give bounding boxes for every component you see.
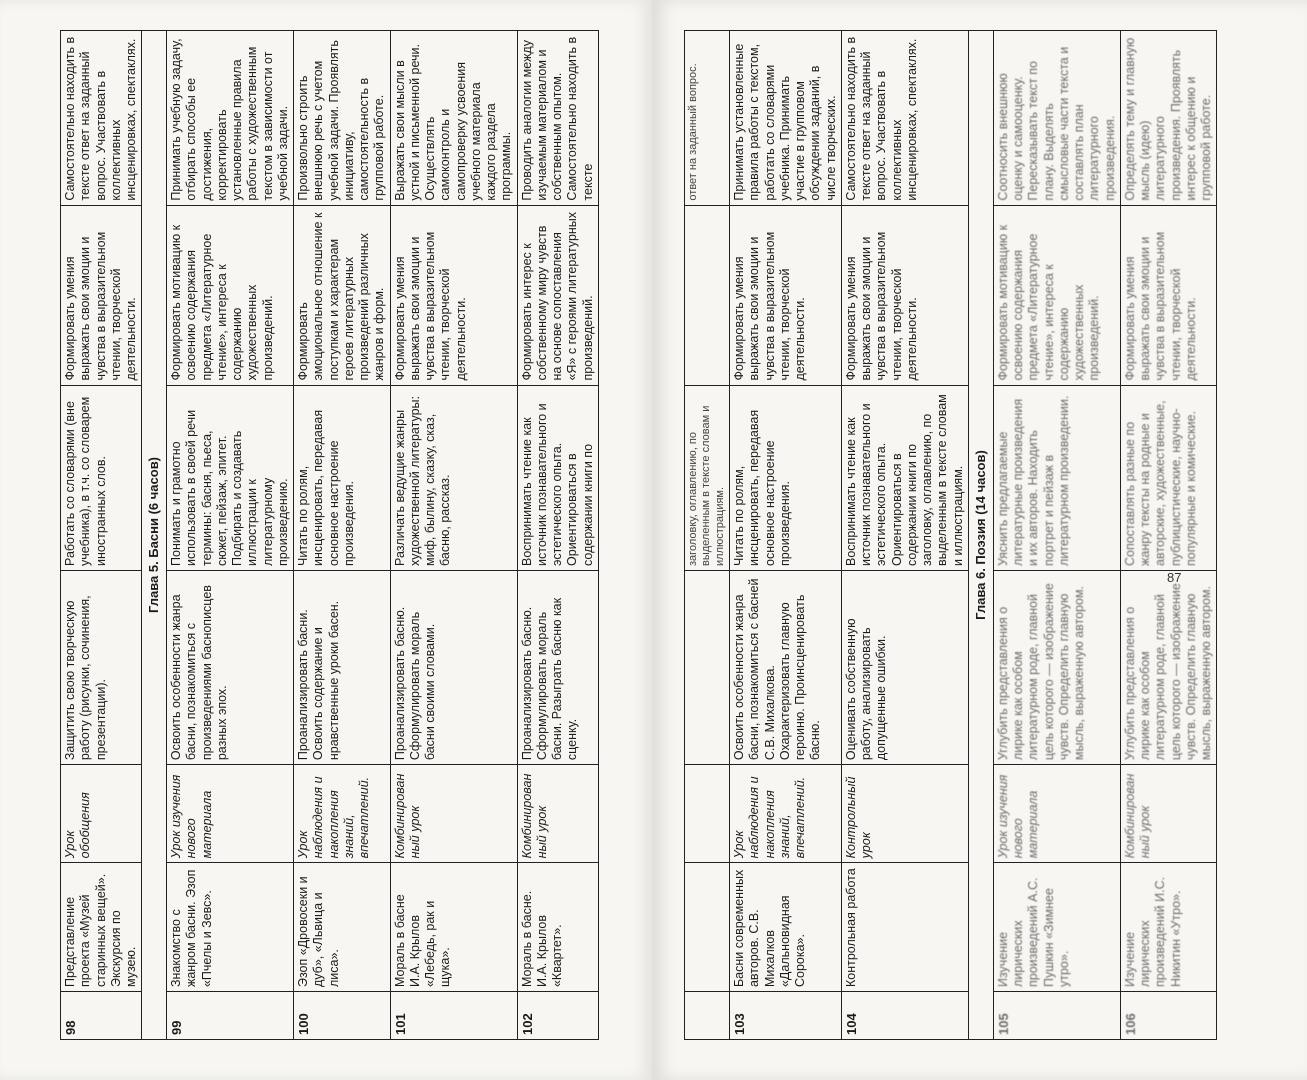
lesson-topic: Басни современных авторов. С.В. Михалков «Дальновидная Сорока».	[730, 863, 842, 992]
subject-results: Читать по ролям, инсценировать, передавая основное настроение произведения.	[730, 385, 842, 570]
table-row	[294, 31, 391, 1040]
continued-metasubject: ответ на заданный вопрос.	[685, 31, 730, 206]
left-page	[0, 0, 652, 1080]
lesson-goals: Углубить представления о лирике как особом литературном роде, главной цель которого — изображение чувств. Определить главную мысль, выраженную автором.	[1120, 570, 1217, 764]
lesson-type: Комбинированный урок	[517, 765, 598, 863]
lesson-goals: Проанализировать басни. Освоить содержание и нравственные уроки басен.	[294, 570, 391, 764]
metasubject-results: Принимать учебную задачу, отбирать способы ее достижения, корректировать установленные правила работы с художественным текстом в зависимости от учебной задачи.	[167, 31, 294, 206]
table-row	[841, 31, 968, 1040]
lesson-type: Комбинированный урок	[1120, 765, 1217, 863]
personal-results: Формировать мотивацию к освоению содержания предмета «Литературное чтение», интереса к содержанию художественных произведений.	[993, 205, 1120, 385]
lesson-type: Урок изучения нового материала	[993, 765, 1120, 863]
lesson-topic: Изучение лирических произведений А.С. Пушкин «Зимнее утро».	[993, 863, 1120, 992]
table-row	[390, 31, 517, 1040]
metasubject-results: Самостоятельно находить в тексте ответ на заданный вопрос. Участвовать в коллективных инсценировках, спектаклях.	[61, 31, 142, 206]
lesson-type: Урок обобщения	[61, 765, 142, 863]
lesson-topic: Знакомство с жанром басни. Эзоп «Пчелы и Зевс».	[167, 863, 294, 992]
table-row	[1120, 31, 1217, 1040]
metasubject-results: Выражать свои мысли в устной и письменной речи. Осуществлять самоконтроль и самопроверку усвоения учебного материала каждого раздела программы.	[390, 31, 517, 206]
subject-results: Сопоставлять разные по жанру тексты на родные и авторские, художественные, публицистические, научно-популярные и комические.	[1120, 385, 1217, 570]
lesson-topic: Изучение лирических произведений И.С. Никитин «Утро».	[1120, 863, 1217, 992]
lesson-type: Урок наблюдения и накопления знаний, впечатлений.	[730, 765, 842, 863]
lesson-goals: Защитить свою творческую работу (рисунки, сочинения, презентации).	[61, 570, 142, 764]
chapter-heading-row	[142, 31, 167, 1040]
metasubject-results: Соотносить внешнюю оценку и самооценку. Пересказывать текст по плану. Выделять смысловые части текста и составлять план литературного произведения.	[993, 31, 1120, 206]
table-row	[167, 31, 294, 1040]
subject-results: Воспринимать чтение как источник познавательного и эстетического опыта. Ориентироваться в содержании книги по заголовку, оглавлению, по выделенным в тексте словам и иллюстрациям.	[841, 385, 968, 570]
lesson-number: 104	[841, 992, 968, 1040]
lesson-topic: Мораль в басне И.А. Крылов «Лебедь, рак и щука».	[390, 863, 517, 992]
lesson-number: 101	[390, 992, 517, 1040]
metasubject-results: Произвольно строить внешнюю речь с учетом учебной задачи. Проявлять инициативу, самостоятельность в групповой работе.	[294, 31, 391, 206]
table-row	[61, 31, 142, 1040]
lesson-goals: Оценивать собственную работу, анализировать допущенные ошибки.	[841, 570, 968, 764]
table-row	[730, 31, 842, 1040]
personal-results: Формировать мотивацию к освоению содержания предмета «Литературное чтение», интереса к содержанию художественных произведений.	[167, 205, 294, 385]
metasubject-results: Определять тему и главную мысль (идею) литературного произведения. Проявлять интерес к общению и групповой работе.	[1120, 31, 1217, 206]
lesson-plan-table-left	[60, 30, 599, 1040]
continued-row	[685, 31, 730, 1040]
lesson-topic: Мораль в басне. И.А. Крылов «Квартет».	[517, 863, 598, 992]
chapter-heading-row	[968, 31, 993, 1040]
right-page-content	[652, 0, 1307, 1080]
lesson-goals: Освоить особенности жанра басни, познакомиться с басней С.В. Михалкова. Охарактеризовать главную героиню. Проинсценировать басню.	[730, 570, 842, 764]
lesson-number: 103	[730, 992, 842, 1040]
lesson-type: Контрольный урок	[841, 765, 968, 863]
lesson-type: Комбинированный урок	[390, 765, 517, 863]
lesson-goals: Проанализировать басню. Сформулировать мораль басни своими словами.	[390, 570, 517, 764]
lesson-number: 102	[517, 992, 598, 1040]
lesson-number: 100	[294, 992, 391, 1040]
lesson-goals: Освоить особенности жанра басни, познакомиться с произведениями баснописцев разных эпох.	[167, 570, 294, 764]
subject-results: Воспринимать чтение как источник познавательного и эстетического опыта. Ориентироваться в содержании книги по	[517, 385, 598, 570]
subject-results: Работать со словарями (вне учебника), в т.ч. со словарем иностранных слов.	[61, 385, 142, 570]
continued-subject: заголовку, оглавлению, по выделенным в тексте словам и иллюстрациям.	[685, 385, 730, 570]
table-row	[517, 31, 598, 1040]
lesson-number: 105	[993, 992, 1120, 1040]
lesson-number: 98	[61, 992, 142, 1040]
lesson-goals: Углубить представления о лирике как особом литературном роде, главной цель которого — изображение чувств. Определить главную мысль, выраженную автором.	[993, 570, 1120, 764]
page-number: 87	[1167, 570, 1182, 585]
lesson-topic: Контрольная работа	[841, 863, 968, 992]
right-page	[652, 0, 1307, 1080]
subject-results: Читать по ролям, инсценировать, передавая основное настроение произведения.	[294, 385, 391, 570]
personal-results: Формировать эмоциональное отношение к поступкам и характерам героев литературных произведений различных жанров и форм.	[294, 205, 391, 385]
metasubject-results: Самостоятельно находить в тексте ответ на заданный вопрос. Участвовать в коллективных инсценировках, спектаклях.	[841, 31, 968, 206]
personal-results: Формировать умения выражать свои эмоции и чувства в выразительном чтении, творческой деятельности.	[841, 205, 968, 385]
personal-results: Формировать умения выражать свои эмоции и чувства в выразительном чтении, творческой деятельности.	[730, 205, 842, 385]
left-page-content	[0, 0, 652, 1080]
lesson-type: Урок изучения нового материала	[167, 765, 294, 863]
lesson-plan-table-right	[684, 30, 1217, 1040]
personal-results: Формировать умения выражать свои эмоции и чувства в выразительном чтении, творческой деятельности.	[390, 205, 517, 385]
chapter-title: Глава 5. Басни (6 часов)	[142, 31, 167, 1040]
lesson-goals: Проанализировать басню. Сформулировать мораль басни. Разыграть басню как сценку.	[517, 570, 598, 764]
lesson-number: 99	[167, 992, 294, 1040]
metasubject-results: Принимать установленные правила работы с текстом, работать со словарями учебника. Принимать участие в групповом обсуждении заданий, в числе творческих.	[730, 31, 842, 206]
personal-results: Формировать умения выражать свои эмоции и чувства в выразительном чтении, творческой деятельности.	[1120, 205, 1217, 385]
personal-results: Формировать интерес к собственному миру чувств на основе сопоставления «Я» с героями литературных произведений.	[517, 205, 598, 385]
metasubject-results: Проводить аналогии между изучаемым материалом и собственным опытом. Самостоятельно находить в тексте	[517, 31, 598, 206]
lesson-topic: Эзоп «Дровосеки и дуб», «Львица и лиса».	[294, 863, 391, 992]
lesson-type: Урок наблюдения и накопления знаний, впечатлений.	[294, 765, 391, 863]
subject-results: Понимать и грамотно использовать в своей речи термины: басня, пьеса, сюжет, пейзаж, эпитет. Подбирать и создавать иллюстрации к литературному произведению.	[167, 385, 294, 570]
table-row	[993, 31, 1120, 1040]
lesson-number: 106	[1120, 992, 1217, 1040]
subject-results: Уяснить предлагаемые литературные произведения и их авторов. Находить портрет и пейзаж в литературном произведении.	[993, 385, 1120, 570]
lesson-topic: Представление проекта «Музей старинных вещей». Экскурсия по музею.	[61, 863, 142, 992]
personal-results: Формировать умения выражать свои эмоции и чувства в выразительном чтении, творческой деятельности.	[61, 205, 142, 385]
subject-results: Различать ведущие жанры художественной литературы: миф, былину, сказку, сказ, басню, рассказ.	[390, 385, 517, 570]
chapter-title: Глава 6. Поэзия (14 часов)	[968, 31, 993, 1040]
